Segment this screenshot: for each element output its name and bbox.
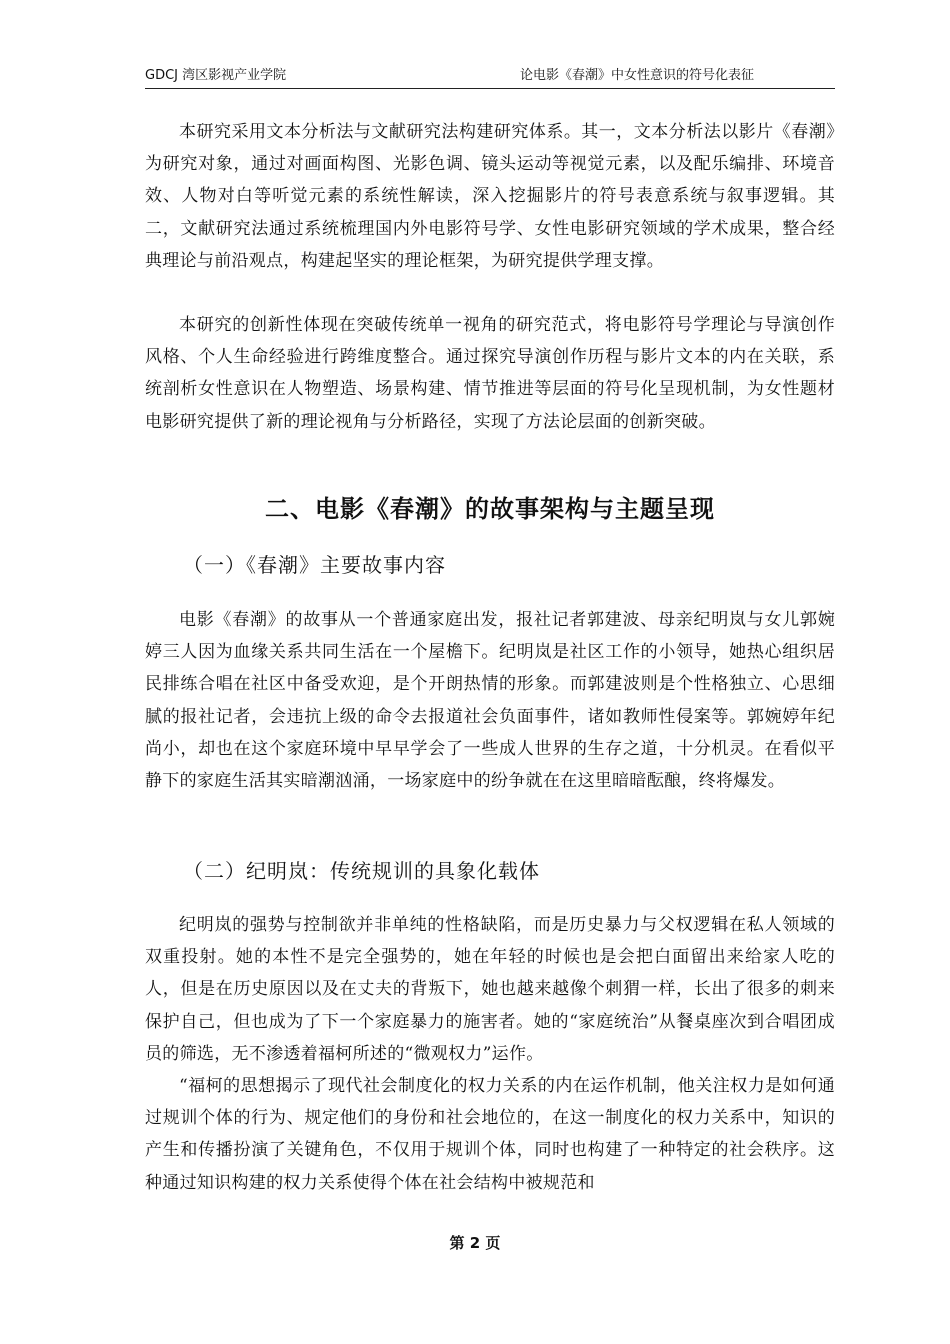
header-institution: GDCJ 湾区影视产业学院 bbox=[145, 68, 287, 83]
paragraph-story-content: 电影《春潮》的故事从一个普通家庭出发，报社记者郭建波、母亲纪明岚与女儿郭婉婷三人因为血缘关系共同生活在一个屋檐下。纪明岚是社区工作的小领导，她热心组织居民排练合唱在社区中备受欢迎，是个开朗热情的形象。而郭建波则是个性格独立、心思细腻的报社记者，会违抗上级的命令去报道社会负面事件，诸如教师性侵案等。郭婉婷年纪尚小，却也在这个家庭环境中早早学会了一些成人世界的生存之道，十分机灵。在看似平静下的家庭生活其实暗潮汹涌，一场家庭中的纷争就在在这里暗暗酝酿，终将爆发。 bbox=[145, 610, 835, 792]
page-header bbox=[145, 66, 835, 86]
paragraph-foucault-quote: “福柯的思想揭示了现代社会制度化的权力关系的内在运作机制，他关注权力是如何通过规训个体的行为、规定他们的身份和社会地位的，在这一制度化的权力关系中，知识的产生和传播扮演了关键角色，不仅用于规训个体，同时也构建了一种特定的社会秩序。这种通过知识构建的权力关系使得个体在社会结构中被规范和 bbox=[145, 1076, 835, 1193]
section-title: 二、电影《春潮》的故事架构与主题呈现 bbox=[265, 495, 715, 523]
paragraph-research-methods: 本研究采用文本分析法与文献研究法构建研究体系。其一，文本分析法以影片《春潮》为研究对象，通过对画面构图、光影色调、镜头运动等视觉元素，以及配乐编排、环境音效、人物对白等听觉元素的系统性解读，深入挖掘影片的符号表意系统与叙事逻辑。其二，文献研究法通过系统梳理国内外电影符号学、女性电影研究领域的学术成果，整合经典理论与前沿观点，构建起坚实的理论框架，为研究提供学理支撑。 bbox=[145, 122, 835, 271]
subsection-title-story: （一）《春潮》主要故事内容 bbox=[183, 553, 446, 577]
page-number: 第 2 页 bbox=[449, 1234, 501, 1252]
header-divider bbox=[145, 88, 835, 89]
paragraph-innovation: 本研究的创新性体现在突破传统单一视角的研究范式，将电影符号学理论与导演创作风格、个人生命经验进行跨维度整合。通过探究导演创作历程与影片文本的内在关联，系统剖析女性意识在人物塑造、场景构建、情节推进等层面的符号化呈现机制，为女性题材电影研究提供了新的理论视角与分析路径，实现了方法论层面的创新突破。 bbox=[145, 315, 835, 432]
header-paper-title: 论电影《春潮》中女性意识的符号化表征 bbox=[520, 68, 755, 83]
subsection-title-ji-minglan: （二）纪明岚：传统规训的具象化载体 bbox=[183, 859, 540, 883]
paragraph-ji-minglan: 纪明岚的强势与控制欲并非单纯的性格缺陷，而是历史暴力与父权逻辑在私人领域的双重投射。她的本性不是完全强势的，她在年轻的时候也是会把白面留出来给家人吃的人，但是在历史原因以及在丈夫的背叛下，她也越来越像个刺猬一样，长出了很多的刺来保护自己，但也成为了下一个家庭暴力的施害者。她的“家庭统治”从餐桌座次到合唱团成员的筛选，无不渗透着福柯所述的“微观权力”运作。 bbox=[145, 915, 835, 1064]
